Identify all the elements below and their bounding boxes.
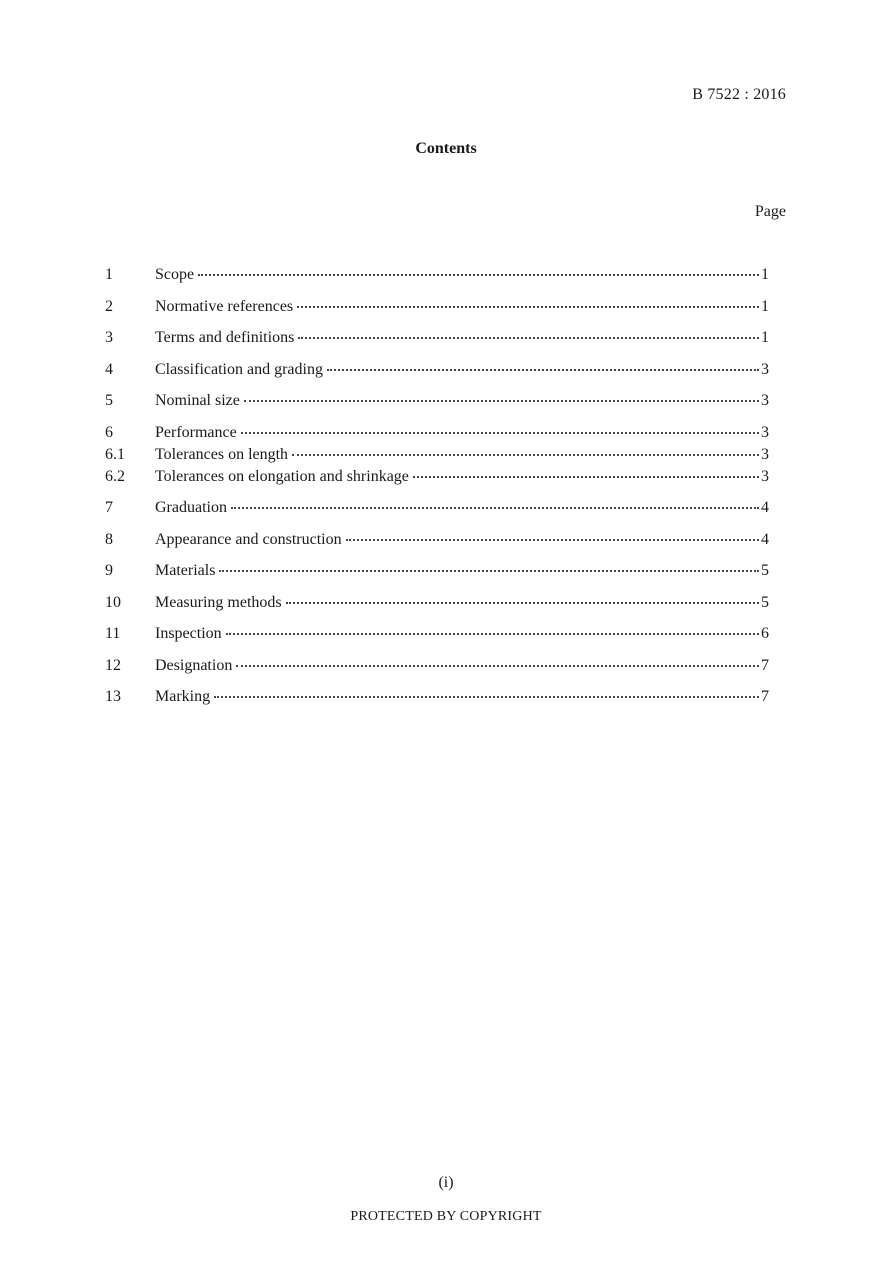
- toc-entry-title: Nominal size: [155, 392, 240, 409]
- toc-entry[interactable]: [105, 327, 769, 349]
- doc-number: B 7522 : 2016: [692, 86, 786, 103]
- toc-entry-title: Classification and grading: [155, 360, 323, 378]
- toc-entry-page: 3: [761, 445, 769, 463]
- toc-entry[interactable]: [105, 390, 769, 412]
- toc-entry-number: 11: [105, 625, 121, 642]
- toc-entry-title: Tolerances on length: [155, 445, 289, 463]
- toc-entry-number: 7: [105, 499, 113, 516]
- toc-entry-number: 3: [105, 329, 113, 346]
- toc-entry-title: Graduation: [155, 499, 227, 516]
- dot-leader: [231, 507, 759, 509]
- contents-title: Contents: [415, 140, 477, 157]
- toc-entry[interactable]: [105, 560, 769, 582]
- toc-entry-page: 3: [761, 360, 769, 378]
- dot-leader: [413, 476, 759, 478]
- dot-leader: [292, 454, 759, 456]
- toc-entry-page: 7: [761, 688, 769, 705]
- toc-entry-title: Appearance and construction: [155, 530, 342, 548]
- toc-entry[interactable]: [105, 686, 769, 708]
- toc-entry-page: 3: [761, 423, 769, 441]
- dot-leader: [236, 665, 759, 667]
- dot-leader: [346, 539, 759, 541]
- toc-entry[interactable]: [105, 592, 769, 614]
- toc-entry-page: 5: [761, 593, 769, 611]
- toc-entry-title: Inspection: [155, 625, 222, 642]
- toc-entry-page: 5: [761, 562, 769, 579]
- toc-entry-title: Performance: [155, 423, 237, 441]
- toc-entry-number: 6.1: [105, 445, 125, 463]
- toc-entry-number: 1: [105, 266, 113, 283]
- toc-entry-title: Normative references: [155, 297, 294, 315]
- toc-entry-number: 6.2: [105, 467, 125, 485]
- toc-entry-number: 10: [105, 593, 121, 611]
- dot-leader: [244, 400, 759, 402]
- copyright-notice: PROTECTED BY COPYRIGHT: [350, 1209, 542, 1224]
- toc-entry-number: 12: [105, 656, 121, 674]
- toc-entry-title: Designation: [155, 656, 233, 674]
- dot-leader: [198, 274, 759, 276]
- toc-entry-page: 7: [761, 656, 769, 674]
- toc-entry-number: 4: [105, 360, 113, 378]
- toc-entry-page: 1: [761, 297, 769, 315]
- toc-entry-number: 2: [105, 297, 113, 315]
- toc-entry[interactable]: [105, 529, 769, 551]
- toc-entry[interactable]: [105, 655, 769, 677]
- toc-entry-page: 6: [761, 625, 769, 642]
- toc-entry[interactable]: [105, 466, 769, 488]
- toc-entry-page: 3: [761, 392, 769, 409]
- toc-entry[interactable]: [105, 422, 769, 444]
- toc-entry-page: 4: [761, 530, 769, 548]
- toc-entry-number: 9: [105, 562, 113, 579]
- toc-entry-title: Materials: [155, 562, 216, 579]
- toc-entry[interactable]: [105, 296, 769, 318]
- toc-entry[interactable]: [105, 497, 769, 519]
- page-number: (i): [438, 1174, 454, 1191]
- dot-leader: [298, 337, 759, 339]
- dot-leader: [241, 432, 759, 434]
- dot-leader: [226, 633, 759, 635]
- toc-entry-title: Scope: [155, 266, 195, 283]
- table-of-contents: [105, 264, 769, 708]
- toc-entry-title: Terms and definitions: [155, 329, 295, 346]
- toc-entry-page: 4: [761, 499, 769, 516]
- toc-entry-title: Marking: [155, 688, 211, 705]
- dot-leader: [214, 696, 759, 698]
- toc-entry-page: 3: [761, 467, 769, 485]
- toc-entry[interactable]: [105, 623, 769, 645]
- toc-entry[interactable]: [105, 264, 769, 286]
- dot-leader: [219, 570, 759, 572]
- toc-entry-title: Measuring methods: [155, 593, 282, 611]
- dot-leader: [327, 369, 759, 371]
- toc-entry-page: 1: [761, 329, 769, 346]
- toc-entry-number: 5: [105, 392, 113, 409]
- dot-leader: [297, 306, 759, 308]
- toc-entry-title: Tolerances on elongation and shrinkage: [155, 467, 409, 485]
- toc-entry-number: 6: [105, 423, 113, 441]
- page-column-label: Page: [754, 203, 786, 220]
- dot-leader: [286, 602, 759, 604]
- toc-entry-number: 13: [105, 688, 121, 705]
- toc-entry[interactable]: [105, 444, 769, 466]
- toc-entry-page: 1: [761, 266, 769, 283]
- toc-entry-number: 8: [105, 530, 113, 548]
- toc-entry[interactable]: [105, 359, 769, 381]
